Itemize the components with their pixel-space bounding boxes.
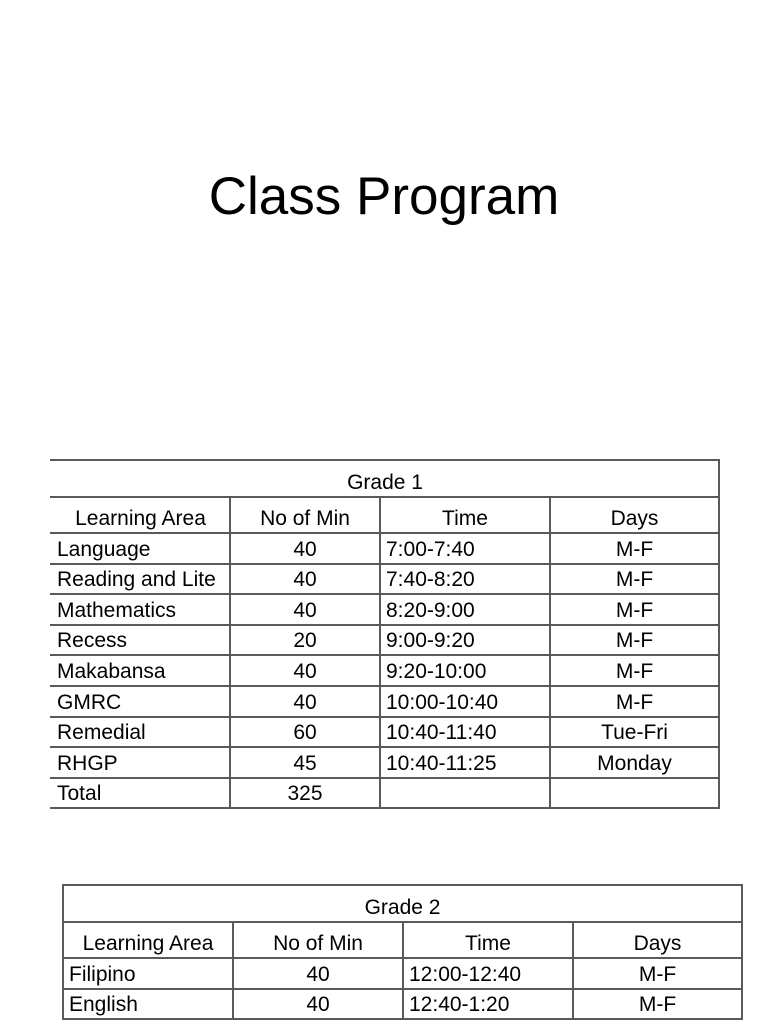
grade-title: Grade 2 [63, 885, 742, 922]
days-cell: Monday [550, 747, 719, 778]
learning-area-cell: Remedial [51, 717, 230, 748]
days-cell: M-F [550, 564, 719, 595]
learning-area-cell: Makabansa [51, 655, 230, 686]
days-cell: M-F [550, 655, 719, 686]
days-cell: Tue-Fri [550, 717, 719, 748]
column-header-row [51, 497, 719, 533]
time-cell: 12:40-1:20 [403, 989, 573, 1020]
time-header: Time [380, 497, 550, 533]
time-cell: 9:20-10:00 [380, 655, 550, 686]
grade-title-row [63, 885, 742, 922]
time-header: Time [403, 922, 573, 958]
learning-area-cell: Mathematics [51, 594, 230, 625]
table-row [51, 686, 719, 717]
table-row [63, 989, 742, 1020]
learning-area-cell: Reading and Lite [51, 564, 230, 595]
days-cell: M-F [573, 989, 742, 1020]
time-cell: 10:00-10:40 [380, 686, 550, 717]
minutes-cell: 20 [230, 625, 380, 656]
days-header: Days [550, 497, 719, 533]
days-cell: M-F [550, 686, 719, 717]
learning-area-header: Learning Area [63, 922, 233, 958]
days-cell [550, 778, 719, 809]
minutes-cell: 325 [230, 778, 380, 809]
column-header-row [63, 922, 742, 958]
time-cell: 9:00-9:20 [380, 625, 550, 656]
table-row [51, 533, 719, 564]
table-row [51, 778, 719, 809]
learning-area-cell: English [63, 989, 233, 1020]
table-row [63, 958, 742, 989]
minutes-cell: 40 [233, 989, 403, 1020]
days-cell: M-F [573, 958, 742, 989]
grade-1-table-body [51, 460, 719, 808]
days-cell: M-F [550, 533, 719, 564]
table-row [51, 717, 719, 748]
learning-area-header: Learning Area [51, 497, 230, 533]
table-row [51, 625, 719, 656]
table-row [51, 747, 719, 778]
learning-area-cell: GMRC [51, 686, 230, 717]
learning-area-cell: Filipino [63, 958, 233, 989]
grade-2-schedule-table [62, 884, 743, 1020]
time-cell [380, 778, 550, 809]
grade-title: Grade 1 [51, 460, 719, 497]
learning-area-cell: RHGP [51, 747, 230, 778]
minutes-cell: 40 [230, 594, 380, 625]
minutes-cell: 60 [230, 717, 380, 748]
minutes-cell: 40 [233, 958, 403, 989]
table-row [51, 594, 719, 625]
time-cell: 10:40-11:25 [380, 747, 550, 778]
minutes-cell: 40 [230, 655, 380, 686]
grade-1-schedule-table [50, 459, 720, 809]
minutes-cell: 40 [230, 686, 380, 717]
time-cell: 8:20-9:00 [380, 594, 550, 625]
no-of-min-header: No of Min [233, 922, 403, 958]
table-row [51, 564, 719, 595]
minutes-cell: 45 [230, 747, 380, 778]
time-cell: 7:40-8:20 [380, 564, 550, 595]
time-cell: 7:00-7:40 [380, 533, 550, 564]
no-of-min-header: No of Min [230, 497, 380, 533]
minutes-cell: 40 [230, 533, 380, 564]
time-cell: 12:00-12:40 [403, 958, 573, 989]
grade-2-table-body [63, 885, 742, 1019]
table-row [51, 655, 719, 686]
learning-area-cell: Recess [51, 625, 230, 656]
learning-area-cell: Total [51, 778, 230, 809]
minutes-cell: 40 [230, 564, 380, 595]
days-cell: M-F [550, 594, 719, 625]
days-cell: M-F [550, 625, 719, 656]
page-title: Class Program [208, 167, 560, 226]
time-cell: 10:40-11:40 [380, 717, 550, 748]
days-header: Days [573, 922, 742, 958]
grade-title-row [51, 460, 719, 497]
learning-area-cell: Language [51, 533, 230, 564]
